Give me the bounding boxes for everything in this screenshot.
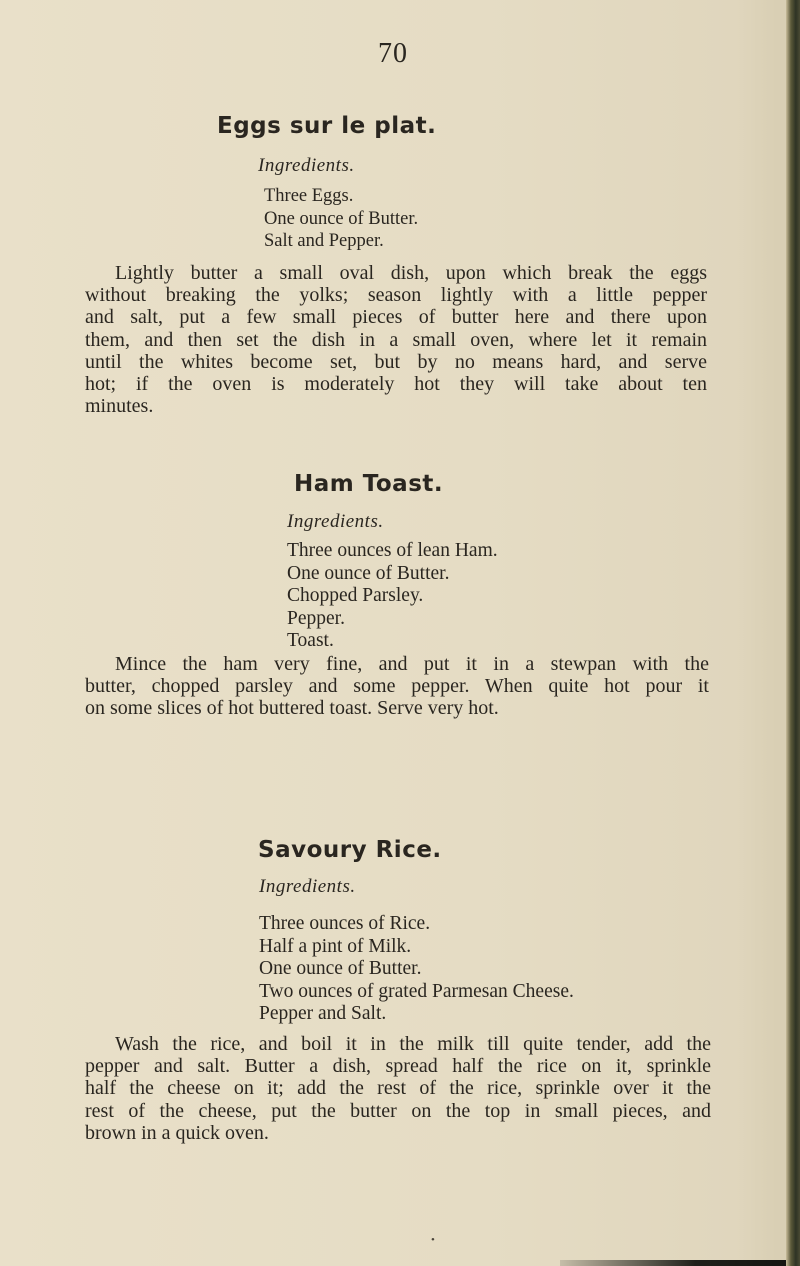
ingredients-heading: Ingredients.	[287, 511, 384, 532]
method-line: Lightly butter a small oval dish, upon which break the eggs	[115, 262, 707, 284]
ingredient-item: Pepper.	[287, 607, 345, 629]
ingredients-heading: Ingredients.	[259, 876, 356, 897]
method-line: butter, chopped parsley and some pepper. When quite hot pour it	[85, 675, 709, 698]
footer-mark: •	[431, 1234, 435, 1246]
ingredient-item: Salt and Pepper.	[264, 231, 384, 251]
ingredient-item: Half a pint of Milk.	[259, 935, 412, 957]
method-line: and salt, put a few small pieces of butter here and there upon	[85, 306, 707, 329]
page-binding-edge	[786, 0, 800, 1266]
ingredient-item: Chopped Parsley.	[287, 585, 424, 606]
method-line: hot; if the oven is moderately hot they will take about ten	[85, 373, 707, 396]
page-number: 70	[378, 38, 408, 69]
ingredient-item: Two ounces of grated Parmesan Cheese.	[259, 980, 574, 1002]
ingredient-item: Three Eggs.	[264, 186, 354, 206]
method-line: on some slices of hot buttered toast. Serve very hot.	[85, 697, 499, 720]
ingredient-list	[264, 185, 418, 253]
method-line: pepper and salt. Butter a dish, spread half the rice on it, sprinkle	[85, 1055, 711, 1078]
method-line: minutes.	[85, 395, 154, 418]
ingredient-item: Three ounces of Rice.	[259, 913, 431, 934]
ingredient-list	[259, 913, 574, 1026]
recipe-title-savoury-rice: Savoury Rice.	[258, 837, 442, 863]
ingredient-item: One ounce of Butter.	[259, 958, 422, 979]
bottom-edge-shadow	[560, 1260, 786, 1266]
method-line: them, and then set the dish in a small oven, where let it remain	[85, 328, 707, 351]
recipe-title-ham-toast: Ham Toast.	[294, 471, 444, 497]
method-paragraph	[85, 653, 709, 720]
method-line: brown in a quick oven.	[85, 1121, 269, 1144]
method-line: Mince the ham very fine, and put it in a stewpan with the	[115, 653, 709, 675]
recipe-title-eggs-sur-le-plat: Eggs sur le plat.	[217, 113, 437, 139]
method-paragraph	[85, 262, 707, 417]
ingredient-item: Toast.	[287, 630, 334, 651]
ingredient-item: One ounce of Butter.	[287, 562, 450, 584]
method-line: until the whites become set, but by no means hard, and serve	[85, 350, 707, 373]
ingredient-item: One ounce of Butter.	[264, 208, 419, 229]
method-line: half the cheese on it; add the rest of the rice, sprinkle over it the	[85, 1077, 711, 1100]
method-line: Wash the rice, and boil it in the milk till quite tender, add the	[115, 1033, 711, 1055]
ingredient-item: Three ounces of lean Ham.	[287, 540, 498, 561]
ingredient-list	[287, 540, 498, 653]
method-paragraph	[85, 1033, 711, 1144]
ingredients-heading: Ingredients.	[258, 155, 355, 176]
method-line: rest of the cheese, put the butter on the top in small pieces, and	[85, 1099, 711, 1122]
ingredient-item: Pepper and Salt.	[259, 1003, 387, 1024]
method-line: without breaking the yolks; season lightly with a little pepper	[85, 284, 707, 307]
